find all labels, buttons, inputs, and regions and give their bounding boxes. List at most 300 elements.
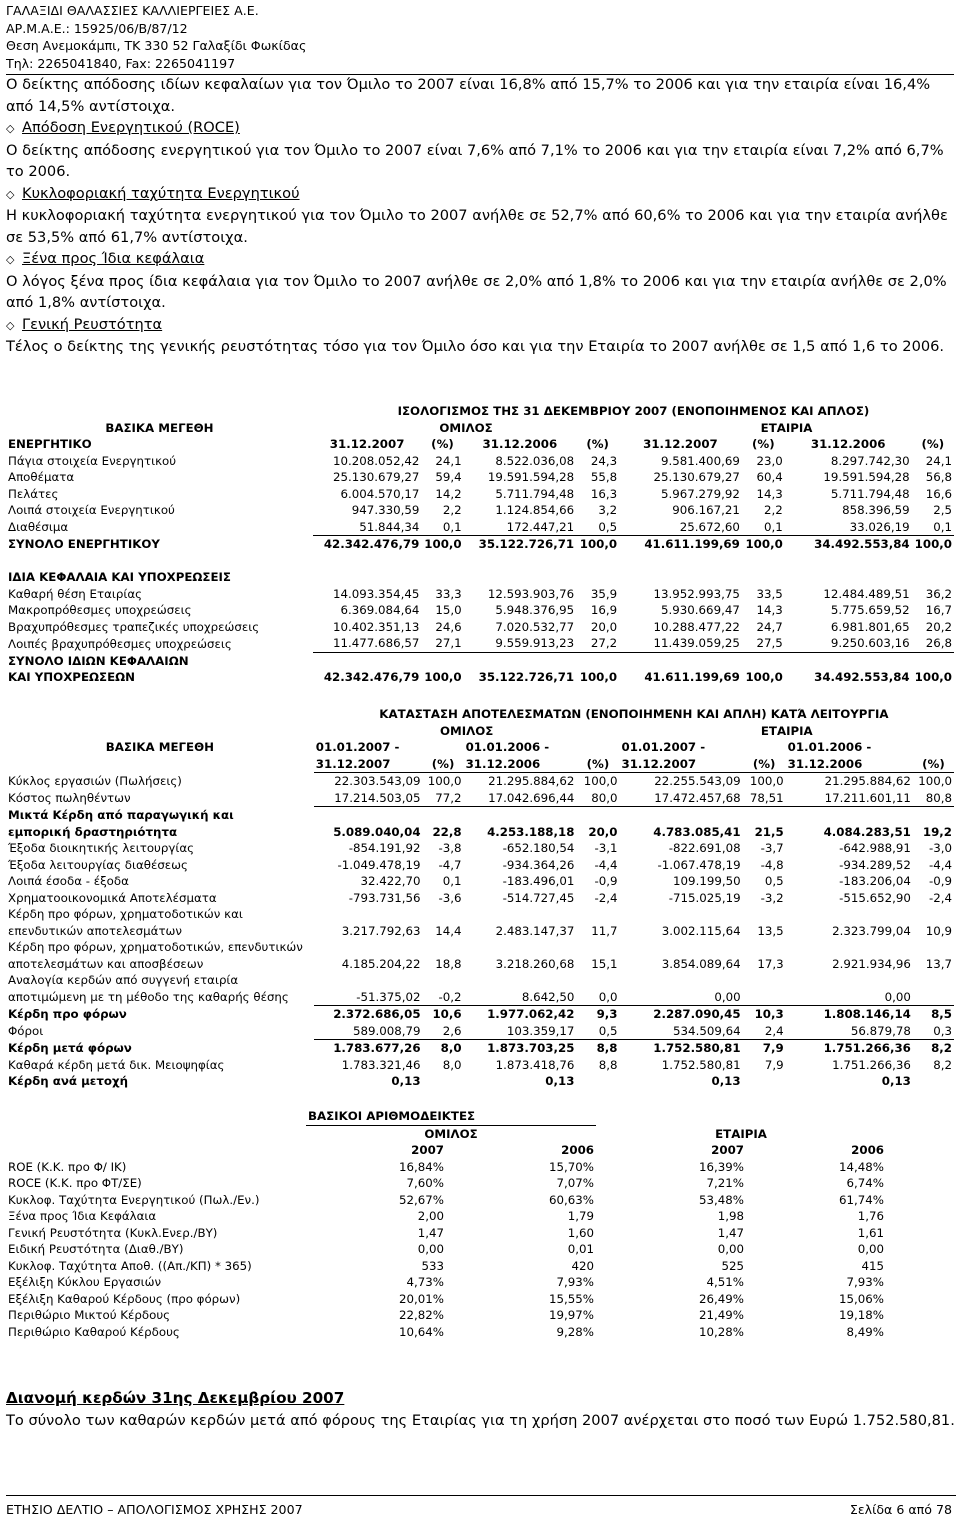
value-cell: 2,2 [764,503,783,517]
income-group-row [6,723,954,740]
ratio-value: 61,74% [839,1192,884,1207]
company-label: ΕΤΑΙΡΙΑ [760,420,813,435]
value-cell: 1.783.677,26 [333,1041,421,1055]
value-cell: 6.004.570,17 [340,486,420,501]
ratio-label: ROCE (Κ.Κ. προ ΦΤ/ΣΕ) [8,1176,142,1190]
value-cell: 9.559.913,23 [464,635,577,652]
ratio-value: 16,39% [699,1159,744,1174]
value-cell: 0,1 [442,874,462,888]
value-cell: 11.477.686,57 [313,635,421,652]
ratio-value: 10,64% [399,1324,444,1339]
ratio-label: Κυκλοφ. Ταχύτητα Ενεργητικού (Πωλ./Εν.) [8,1192,260,1207]
table-row [6,1040,954,1057]
value-cell: -4,4 [928,857,952,872]
table-row-label [6,906,954,923]
ratio-value: 7,93% [846,1275,884,1289]
period-header: 31.12.2007 [619,756,742,773]
total-value: 35.122.726,71 [478,537,575,551]
value-cell: 20,0 [590,619,618,634]
empty-cell [421,652,463,669]
row-label: Μικτά Κέρδη από παραγωγική και [8,808,234,822]
period-header: 31.12.2007 [314,756,423,773]
value-cell: 27,1 [421,635,463,652]
value-cell: 3,2 [598,503,618,517]
empty-cell [742,569,785,586]
table-row [6,1241,886,1258]
table-row [6,1258,886,1275]
ratio-label: Εξέλιξη Καθαρού Κέρδους (προ φόρων) [8,1291,241,1306]
section-text: Ο λόγος ξένα προς ίδια κεφάλαια για τον Όμιλο το 2007 ανήλθε σε 2,0% από 1,8% το 2006 και για την εταιρία ανήλθε σε 2,0% από 1,8% αντίστοιχα. [6,272,947,311]
value-cell: 100,0 [427,774,462,788]
period-header: 01.01.2007 - [315,740,400,754]
empty-cell [619,972,742,989]
registry-number: ΑΡ.Μ.Α.Ε.: 15925/06/Β/87/12 [6,20,188,36]
value-cell: 14,3 [756,486,783,501]
value-cell: 16,7 [925,603,952,617]
value-cell: 20,0 [588,824,618,839]
empty-cell [743,807,786,824]
value-cell: -822.691,08 [668,841,741,855]
row-label: Πελάτες [8,486,59,501]
ratio-value: 1,79 [567,1209,594,1223]
value-cell: 4.783.085,41 [653,824,741,839]
value-cell: 11.439.059,25 [619,635,742,652]
value-cell: -183.206,04 [839,874,911,888]
section-title-text: Γενική Ρευστότητα [22,315,163,333]
empty-cell [314,807,423,824]
row-label: Μακροπρόθεσμες υποχρεώσεις [8,603,192,617]
empty-cell [619,553,742,570]
value-cell: 0,3 [913,1023,954,1040]
table-row [6,1324,886,1341]
ratio-value: 20,01% [399,1291,444,1306]
ratio-value: 21,49% [699,1308,744,1322]
table-row [6,790,954,807]
group-label: ΟΜΙΛΟΣ [439,420,493,435]
value-cell: 8,5 [931,1007,952,1021]
value-cell: 172.447,21 [464,519,577,536]
row-label: αποτιμώμενη με τη μέθοδο της καθαρής θέσης [8,990,289,1004]
empty-cell [423,939,464,956]
value-cell: 55,8 [590,470,618,484]
ratio-value: 60,63% [549,1192,594,1207]
ratio-value: 53,48% [699,1192,744,1207]
value-cell: 23,0 [756,453,783,468]
value-cell: 109.199,50 [673,874,741,888]
period-header: 31.12.2006 [786,756,913,773]
value-cell: 100,0 [583,774,618,788]
spacer-row [6,553,954,570]
value-cell: 5.711.794,48 [495,486,575,501]
empty-cell [313,569,421,586]
value-cell: -4,7 [438,857,462,872]
value-cell: 14,3 [756,603,783,617]
period-header: (%) [743,756,786,773]
empty-cell [6,1108,306,1125]
value-cell: 25.130.679,27 [653,470,740,484]
basic-figures-label: ΒΑΣΙΚΑ ΜΕΓΕΘΗ [105,420,214,435]
table-row [6,773,954,790]
value-cell: 22.303.543,09 [334,774,421,788]
row-label: Καθαρή θέση Εταιρίας [8,586,143,601]
table-row [6,1023,954,1040]
column-header: (%) [921,437,945,451]
value-cell: 17.211.601,11 [786,790,913,807]
row-label: Κέρδη προ φόρων, χρηματοδοτικών, επενδυτικών [8,940,303,954]
value-cell: 33,5 [756,586,783,601]
ratio-value: 1,98 [717,1209,744,1223]
value-cell: 7.020.532,77 [495,619,575,634]
section-title-text: Ξένα προς Ίδια κεφάλαια [22,250,205,267]
total-assets-label: ΣΥΝΟΛΟ ΕΝΕΡΓΗΤΙΚΟΥ [8,537,160,551]
total-value: 41.611.199,69 [644,537,740,551]
column-header: 31.12.2007 [643,437,718,451]
value-cell: 2.921.934,96 [832,956,911,971]
empty-cell [423,972,464,989]
ratio-value: 0,00 [857,1242,884,1256]
value-cell: 6.981.801,65 [830,619,910,634]
section-title-text: Κυκλοφοριακή ταχύτητα Ενεργητικού [22,184,300,202]
value-cell: 60,4 [756,470,783,484]
balance-sheet-table [6,403,954,686]
table-row [6,1225,886,1242]
ratio-value: 15,06% [839,1291,884,1306]
table-row [6,486,954,503]
row-label: Λοιπά στοιχεία Ενεργητικού [8,503,175,517]
row-label: Φόροι [8,1024,44,1038]
section-title-text: Απόδοση Ενεργητικού (ROCE) [22,119,240,136]
table-row [6,635,954,652]
table-row [6,956,954,973]
total-value: 100,0 [579,670,618,684]
column-header: 31.12.2007 [329,437,405,451]
value-cell: 32.422,70 [360,874,421,888]
row-label: Λοιπά έσοδα - έξοδα [8,874,129,888]
table-row [6,840,954,857]
value-cell: 0,1 [912,519,954,536]
empty-cell [6,723,314,740]
value-cell: 3.217.792,63 [341,923,421,938]
value-cell: 9,3 [596,1007,618,1021]
value-cell: 33,3 [435,586,462,601]
period-header: 01.01.2006 - [465,740,550,754]
basic-figures-label: ΒΑΣΙΚΑ ΜΕΓΕΘΗ [105,740,214,754]
ratio-value: 15,70% [549,1159,594,1174]
ratio-value: 19,18% [839,1308,884,1322]
period-header: 31.12.2006 [464,756,577,773]
empty-cell [421,553,463,570]
value-cell: -514.727,45 [502,890,575,905]
value-cell: -3,2 [760,890,784,905]
value-cell: 103.359,17 [464,1023,577,1040]
value-cell: 78,51 [743,790,786,807]
value-cell: 10,6 [432,1007,462,1021]
value-cell: 0,13 [391,1074,421,1088]
empty-cell [576,652,619,669]
value-cell: 1.977.062,42 [487,1007,575,1021]
empty-cell [464,972,577,989]
ratio-value: 6,74% [846,1176,884,1190]
diamond-bullet-icon: ◇ [6,253,15,266]
ratio-value: 26,49% [699,1291,744,1306]
company-label: ΕΤΑΙΡΙΑ [715,1126,767,1141]
value-cell: 33.026,19 [785,519,912,536]
liabilities-label: ΙΔΙΑ ΚΕΦΑΛΑΙΑ ΚΑΙ ΥΠΟΧΡΕΩΣΕΙΣ [8,570,231,584]
section-text: Η κυκλοφοριακή ταχύτητα ενεργητικού για τον Όμιλο το 2007 ανήλθε σε 52,7% από 60,6% το 2006 και για την εταιρία ανήλθε σε 53,5% από 61,7% αντίστοιχα. [6,207,948,246]
value-cell: 5.930.669,47 [661,603,740,617]
value-cell: -515.652,90 [839,890,911,905]
value-cell: 16,9 [590,603,618,617]
ratios-commentary [6,74,956,358]
total-liab-label: ΣΥΝΟΛΟ ΙΔΙΩΝ ΚΕΦΑΛΑΙΩΝ [8,653,189,668]
value-cell: 10.208.052,42 [333,453,420,468]
value-cell: -4,8 [760,857,784,872]
empty-cell [314,972,423,989]
table-row [6,1159,886,1176]
section-title [6,183,956,206]
group-label: ΟΜΙΛΟΣ [439,723,494,738]
empty-cell [619,569,742,586]
value-cell: 24,1 [435,453,462,468]
value-cell: -51.375,02 [314,989,423,1006]
value-cell [743,1073,786,1090]
row-label: επενδυτικών αποτελεσμάτων [8,923,183,938]
value-cell: 59,4 [435,470,462,484]
total-liab-label: ΚΑΙ ΥΠΟΧΡΕΩΣΕΩΝ [8,670,136,684]
table-row-label [6,807,954,824]
value-cell: 27,2 [576,635,619,652]
empty-cell [912,652,954,669]
value-cell: 8.522.036,08 [495,453,575,468]
empty-cell [423,807,464,824]
empty-cell [619,652,742,669]
document-header [6,2,956,75]
value-cell: -3,1 [594,841,618,855]
empty-cell [913,739,954,756]
empty-cell [746,1108,886,1125]
ratio-value: 1,60 [567,1225,594,1240]
empty-cell [785,652,912,669]
balance-title: ΙΣΟΛΟΓΙΣΜΟΣ ΤΗΣ 31 ΔΕΚΕΜΒΡΙΟΥ 2007 (ΕΝΟΠΟΙΗΜΕΝΟΣ ΚΑΙ ΑΠΛΟΣ) [397,404,870,418]
row-label: Χρηματοοικονομικά Αποτελέσματα [8,890,217,905]
value-cell: 589.008,79 [314,1023,423,1040]
empty-cell [785,553,912,570]
empty-cell [313,652,421,669]
ratio-value: 10,28% [699,1324,744,1339]
value-cell: 8.642,50 [464,989,577,1006]
ratio-label: Περιθώριο Καθαρού Κέρδους [8,1324,180,1339]
value-cell: -3,7 [760,841,784,855]
key-ratios-table [6,1108,886,1340]
value-cell: -0,9 [594,874,618,888]
footer-title: ΕΤΗΣΙΟ ΔΕΛΤΙΟ – ΑΠΟΛΟΓΙΣΜΟΣ ΧΡΗΣΗΣ 2007 [6,1502,303,1517]
row-label: Καθαρά κέρδη μετά δικ. Μειοψηφίας [8,1057,225,1072]
value-cell: 17.214.503,05 [314,790,423,807]
value-cell: 0,5 [576,519,619,536]
group-label: ΟΜΙΛΟΣ [424,1126,478,1141]
section-text: Τέλος ο δείκτης της γενικής ρευστότητας τόσο για τον Όμιλο όσο και για την Εταιρία το 2007 ανήλθε σε 1,5 από 1,6 το 2006. [6,338,945,355]
table-row [6,989,954,1006]
value-cell: 8,8 [598,1057,618,1072]
ratio-label: Κυκλοφ. Ταχύτητα Αποθ. ((Απ./ΚΠ) * 365) [8,1258,252,1273]
total-value: 42.342.476,79 [323,670,420,684]
ratios-title: ΒΑΣΙΚΟΙ ΑΡΙΘΜΟΔΕΙΚΤΕΣ [306,1108,596,1125]
value-cell: 20,2 [925,619,952,634]
value-cell: 19.591.594,28 [487,470,575,484]
value-cell: 56.879,78 [786,1023,913,1040]
company-contact: Τηλ: 2265041840, Fax: 2265041197 [6,55,236,71]
ratio-value: 1,47 [417,1225,444,1240]
table-row [6,1274,886,1291]
value-cell: 14,4 [435,923,462,938]
total-assets-row [6,536,954,553]
section-text: Ο δείκτης απόδοσης ενεργητικού για τον Όμιλο το 2007 είναι 7,6% από 7,1% το 2006 και για την εταιρία είναι 7,2% από 6,7% το 2006. [6,141,944,180]
table-row [6,1307,886,1324]
value-cell: -715.025,19 [668,890,741,905]
value-cell [913,1073,954,1090]
value-cell: 17.042.696,44 [464,790,577,807]
income-statement-table [6,706,954,1090]
value-cell: 1.751.266,36 [823,1041,911,1055]
table-row [6,824,954,841]
company-label: ΕΤΑΙΡΙΑ [760,723,813,738]
row-label: Πάγια στοιχεία Ενεργητικού [8,453,177,468]
value-cell: 1.783.321,46 [341,1057,421,1072]
value-cell [423,1073,464,1090]
value-cell: 15,0 [435,603,462,617]
ratio-value: 0,01 [567,1242,594,1256]
empty-cell [786,807,913,824]
intro-paragraph: Ο δείκτης απόδοσης ιδίων κεφαλαίων για τον Όμιλο το 2007 είναι 16,8% από 15,7% το 2006 και για την εταιρία είναι 16,4% από 14,5% αντίστοιχα. [6,76,931,115]
total-value: 100,0 [745,670,783,684]
value-cell: 35,9 [590,586,618,601]
ratio-value: 4,73% [406,1275,444,1289]
value-cell: 8,2 [933,1057,952,1072]
row-label: Διαθέσιμα [8,520,69,534]
table-row [6,923,954,940]
value-cell: 9.581.400,69 [661,453,740,468]
year-header: 2007 [711,1143,744,1157]
ratio-value: 16,84% [399,1159,444,1174]
income-title-row [6,706,954,723]
value-cell: 2.323.799,04 [832,923,911,938]
total-value: 100,0 [424,537,462,551]
value-cell: 7,9 [762,1041,784,1055]
empty-cell [913,939,954,956]
value-cell: 5.967.279,92 [661,486,740,501]
value-cell: 2.372.686,05 [333,1007,421,1021]
ratio-value: 1,61 [857,1225,884,1240]
value-cell: 0,13 [711,1074,741,1088]
table-row [6,873,954,890]
ratio-value: 22,82% [399,1308,444,1322]
empty-cell [464,569,577,586]
table-row [6,1291,886,1308]
value-cell: 22.255.543,09 [654,774,741,788]
balance-header-row [6,436,954,453]
profit-distribution [6,1388,956,1431]
value-cell [913,989,954,1006]
value-cell: 24,3 [590,453,618,468]
value-cell: -652.180,54 [502,841,575,855]
table-row [6,1006,954,1023]
section-title [6,117,956,140]
value-cell [743,989,786,1006]
row-label: Κέρδη προ φόρων, χρηματοδοτικών και [8,907,243,921]
diamond-bullet-icon: ◇ [6,318,15,332]
total-value: 34.492.553,84 [814,670,910,684]
value-cell: 21,5 [754,824,784,839]
ratio-value: 2,00 [417,1209,444,1223]
value-cell: 13.952.993,75 [653,586,740,601]
value-cell: 0,13 [881,1074,911,1088]
empty-cell [464,939,577,956]
empty-cell [742,652,785,669]
ratio-value: 420 [571,1258,594,1273]
value-cell: -854.191,92 [348,841,421,855]
ratios-group-row [6,1125,886,1142]
empty-cell [6,553,313,570]
row-label: αποτελεσμάτων και αποσβέσεων [8,956,204,971]
liabilities-header-row [6,569,954,586]
page-number: Σελίδα 6 από 78 [849,1502,952,1517]
value-cell: 56,8 [925,470,952,484]
table-row-label [6,972,954,989]
value-cell: 14.093.354,45 [333,586,420,601]
value-cell: 2,2 [442,503,462,517]
value-cell: 534.509,64 [619,1023,742,1040]
ratio-label: Ξένα προς Ίδια Κεφάλαια [8,1209,157,1223]
year-header: 2007 [411,1143,444,1157]
ratio-value: 0,00 [417,1242,444,1256]
table-row [6,469,954,486]
total-value: 100,0 [914,537,952,551]
value-cell: 24,7 [756,619,783,634]
empty-cell [6,706,314,723]
row-label: Κέρδη μετά φόρων [8,1041,132,1055]
value-cell: 25.130.679,27 [333,470,420,484]
value-cell: 0,5 [764,874,784,888]
empty-cell [743,906,786,923]
empty-cell [912,553,954,570]
value-cell: 15,1 [591,956,618,971]
assets-label: ΕΝΕΡΓΗΤΙΚΟ [8,437,92,451]
ratio-label: ROE (Κ.Κ. προ Φ/ ΙΚ) [8,1159,127,1174]
company-name: ΓΑΛΑΞΙΔΙ ΘΑΛΑΣΣΙΕΣ ΚΑΛΛΙΕΡΓΕΙΕΣ Α.Ε. [6,3,259,18]
empty-cell [743,972,786,989]
ratio-label: Γενική Ρευστότητα (Κυκλ.Ενερ./ΒΥ) [8,1225,218,1240]
value-cell: 0,13 [545,1074,575,1088]
section-title [6,314,956,337]
value-cell: 10,9 [925,923,952,938]
value-cell: 10.402.351,13 [333,619,420,634]
ratio-value: 9,28% [556,1324,594,1339]
diamond-bullet-icon: ◇ [6,122,15,135]
value-cell: 24,6 [435,619,462,634]
empty-cell [742,553,785,570]
value-cell: 2.483.147,37 [495,923,575,938]
period-header: 01.01.2007 - [621,740,706,754]
table-row [6,857,954,874]
value-cell: 36,2 [925,586,952,601]
value-cell: -642.988,91 [839,841,911,855]
distribution-text: Το σύνολο των καθαρών κερδών μετά από φόρους της Εταιρίας για τη χρήση 2007 ανέρχεται στο ποσό των Ευρώ 1.752.580,81. [6,1411,955,1429]
column-header: 31.12.2006 [810,437,886,451]
ratios-title-row [6,1108,886,1125]
table-row [6,502,954,519]
ratio-value: 0,00 [717,1242,744,1256]
value-cell: 16,3 [590,486,618,501]
